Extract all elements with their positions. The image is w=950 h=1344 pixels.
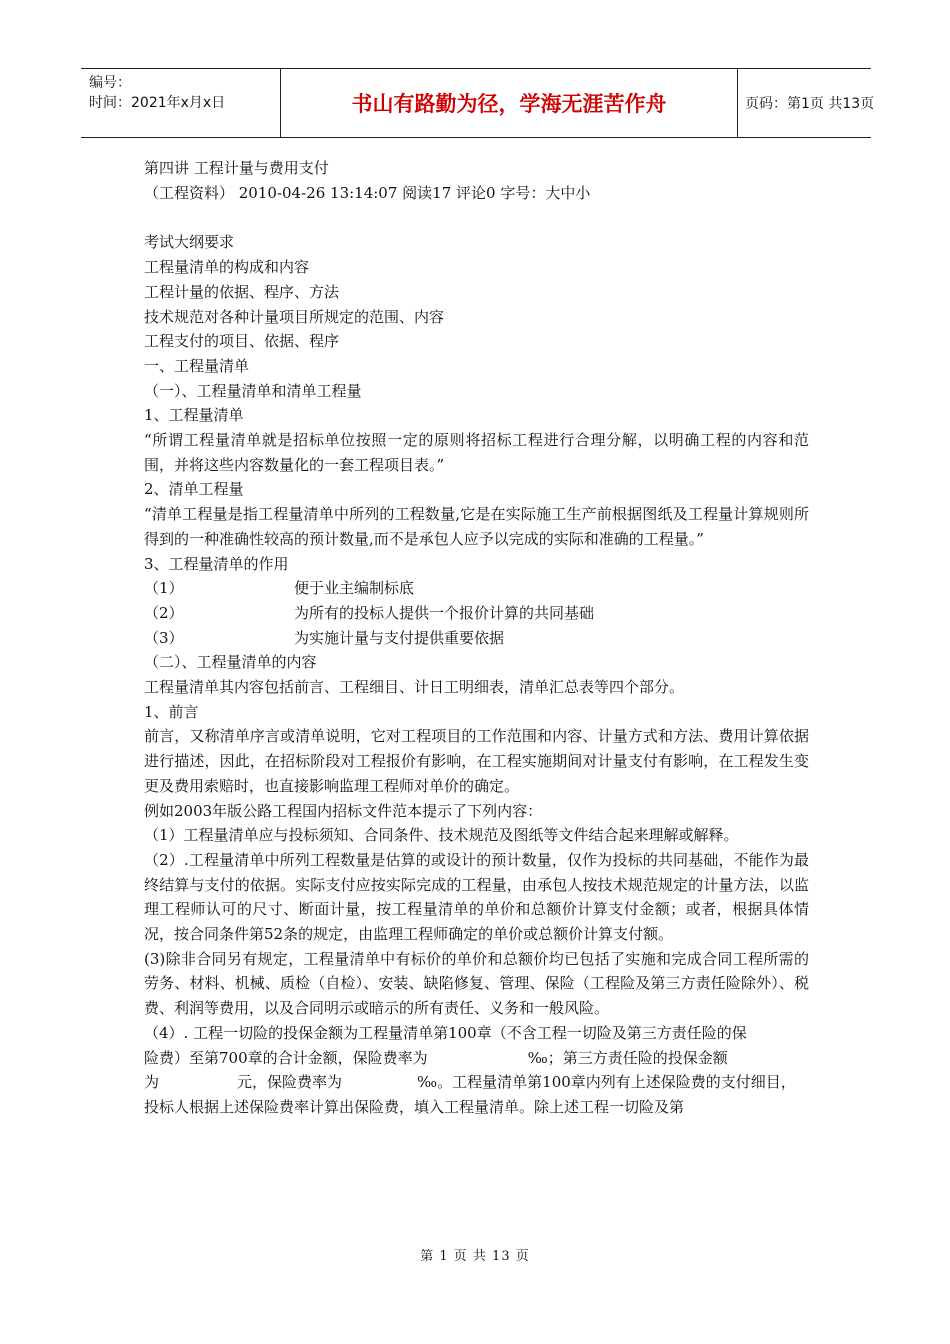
numbered-item: （4）. 工程一切险的投保金额为工程量清单第100章（不含工程一切险及第三方责任险的保	[144, 1023, 747, 1042]
numbered-item-line	[144, 1046, 809, 1071]
numbered-item-line	[144, 1070, 809, 1119]
content-paragraph: 工程量清单其内容包括前言、工程细目、计日工明细表，清单汇总表等四个部分。	[144, 678, 685, 697]
role-text: 便于业主编制标底	[294, 579, 415, 598]
definition-paragraph: “所谓工程量清单就是招标单位按照一定的原则将招标工程进行合理分解，以明确工程的内容和范围，并将这些内容数量化的一套工程项目表。”	[144, 431, 809, 474]
header-motto: 书山有路勤为径，学海无涯苦作舟	[281, 69, 738, 137]
outline-item: 工程支付的项目、依据、程序	[144, 332, 340, 351]
document-date: 时间：2021年x月x日	[89, 95, 226, 111]
role-number: （2）	[144, 603, 184, 622]
article-meta: （工程资料） 2010-04-26 13:14:07 阅读17 评论0 字号：大中小	[144, 183, 591, 202]
section-heading: 一、工程量清单	[144, 356, 250, 375]
outline-item: 技术规范对各种计量项目所规定的范围、内容	[144, 307, 445, 326]
document-body	[144, 156, 809, 1120]
header-page-info: 页码：第1页 共13页	[745, 96, 875, 112]
role-list-item	[144, 626, 809, 651]
article-title: 第四讲 工程计量与费用支付	[144, 159, 329, 177]
quantity-paragraph: “清单工程量是指工程量清单中所列的工程数量,它是在实际施工生产前根据图纸及工程量计算规则所得到的一种准确性较高的预计数量,而不是承包人应予以完成的实际和准确的工程量。”	[144, 505, 809, 548]
item4-text: 险费）至第700章的合计金额，保险费率为	[144, 1048, 428, 1067]
outline-item: 工程量清单的构成和内容	[144, 258, 310, 277]
outline-item: 工程计量的依据、程序、方法	[144, 282, 340, 301]
preface-paragraph: 前言，又称清单序言或清单说明，它对工程项目的工作范围和内容、计量方式和方法、费用计算依据进行描述，因此，在招标阶段对工程报价有影响，在工程实施期间对计量支付有影响，在工程发生变更及费用索赔时，也直接影响监理工程师对单价的确定。	[144, 727, 809, 795]
role-list-item	[144, 601, 809, 626]
item4-text: 元，保险费率为	[237, 1073, 343, 1092]
subsubsection-heading: 1、前言	[144, 702, 199, 721]
item4-text: ‰；第三方责任险的投保金额	[527, 1048, 728, 1067]
outline-heading: 考试大纲要求	[144, 233, 235, 252]
subsection-heading: （一）、工程量清单和清单工程量	[144, 381, 362, 400]
header-meta-cell	[81, 69, 281, 137]
role-text: 为实施计量与支付提供重要依据	[294, 628, 505, 647]
numbered-item: (3)除非合同另有规定，工程量清单中有标价的单价和总额价均已包括了实施和完成合同工程所需的劳务、材料、机械、质检（自检）、安装、缺陷修复、管理、保险（工程险及第三方责任险除外）、税费、利润等费用，以及合同明示或暗示的所有责任、义务和一般风险。	[144, 949, 809, 1018]
role-list-item	[144, 576, 809, 601]
item4-text: 为	[144, 1073, 160, 1092]
role-text: 为所有的投标人提供一个报价计算的共同基础	[294, 603, 595, 622]
page-footer: 第 1 页 共 13 页	[420, 1249, 530, 1264]
role-number: （3）	[144, 628, 184, 647]
subsection-heading: （二）、工程量清单的内容	[144, 653, 317, 672]
subsubsection-heading: 2、清单工程量	[144, 480, 244, 499]
page-header	[81, 68, 875, 138]
subsubsection-heading: 1、工程量清单	[144, 406, 244, 425]
item4-text: ‰。工程量清单第100章内列有上述保险费的支付细目，投标人根据上述保险费率计算出保险费，填入工程量清单。除上述工程一切险及第	[144, 1073, 796, 1116]
numbered-item: （1）工程量清单应与投标须知、合同条件、技术规范及图纸等文件结合起来理解或解释。	[144, 826, 739, 845]
document-number-label: 编号：	[89, 75, 131, 91]
example-paragraph: 例如2003年版公路工程国内招标文件范本提示了下列内容：	[144, 801, 543, 820]
subsubsection-heading: 3、工程量清单的作用	[144, 554, 289, 573]
role-number: （1）	[144, 579, 184, 598]
numbered-item: （2）.工程量清单中所列工程数量是估算的或设计的预计数量，仅作为投标的共同基础，不能作为最终结算与支付的依据。实际支付应按实际完成的工程量，由承包人按技术规范规定的计量方法，以监理工程师认可的尺寸、断面计量，按工程量清单的单价和总额价计算支付金额；或者，根据具体情况，按合同条件第52条的规定，由监理工程师确定的单价或总额价计算支付额。	[144, 850, 809, 944]
